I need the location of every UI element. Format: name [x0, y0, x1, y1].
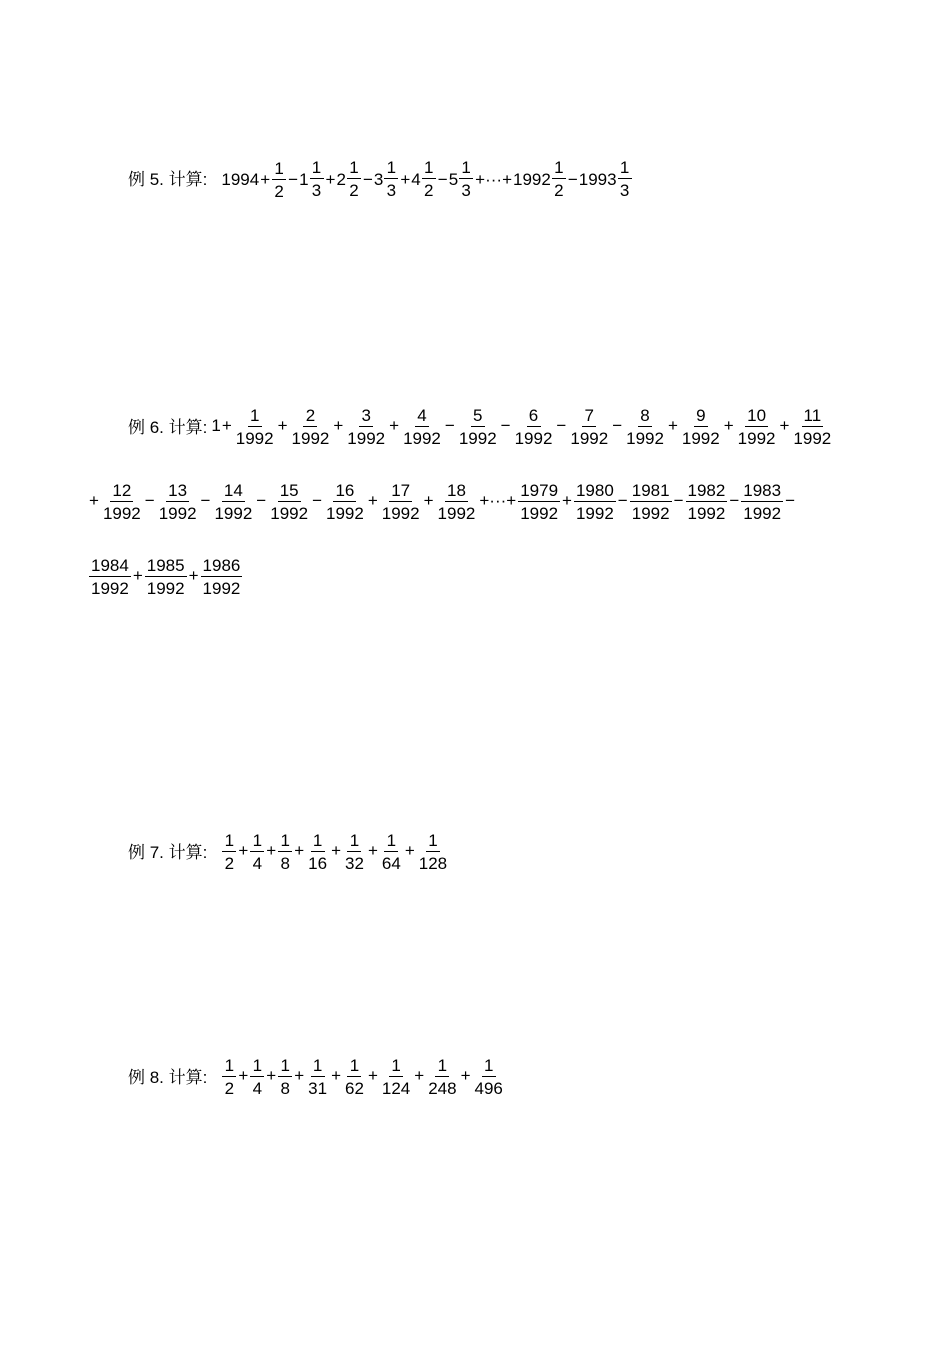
numerator: 1: [426, 832, 440, 852]
whole-part: 1992: [513, 169, 551, 189]
numerator: 13: [168, 481, 188, 500]
fraction: [401, 407, 443, 447]
fraction: [343, 1057, 366, 1097]
example-8: [128, 1057, 506, 1097]
example-5-expression: [221, 159, 632, 200]
operator: +: [266, 1066, 277, 1086]
fraction: [422, 159, 436, 199]
denominator: 31: [308, 1079, 328, 1098]
denominator: 1992: [520, 504, 559, 523]
fraction: [380, 482, 422, 522]
denominator: 3: [619, 181, 630, 200]
denominator: 1992: [793, 429, 832, 448]
denominator: 2: [349, 181, 359, 200]
fraction: [250, 1057, 264, 1097]
operator: +: [188, 566, 199, 586]
whole-part: 4: [411, 169, 421, 189]
denominator: 1992: [214, 504, 253, 523]
mixed-number: [513, 159, 567, 199]
operator: +: [723, 416, 734, 436]
fraction: [426, 1057, 458, 1097]
fraction: [222, 1057, 236, 1097]
numerator: 18: [446, 481, 466, 500]
fraction: [630, 482, 672, 522]
denominator: 2: [224, 854, 235, 873]
numerator: 17: [391, 481, 411, 500]
whole-part: 3: [373, 169, 384, 189]
denominator: 1992: [514, 429, 553, 448]
operator: −: [256, 491, 267, 511]
example-8-expression: [221, 1057, 506, 1097]
numerator: 3: [359, 407, 373, 427]
operator: +: [238, 1066, 249, 1086]
fraction: [380, 832, 403, 872]
numerator: 1: [278, 832, 292, 852]
fraction: [384, 159, 398, 199]
whole-part: 5: [448, 169, 459, 189]
example-8-label: 例 8. 计算:: [128, 1067, 208, 1087]
mixed-number: [449, 159, 474, 199]
denominator: 248: [428, 1079, 457, 1098]
denominator: 1992: [403, 429, 441, 448]
numerator: 1: [552, 159, 566, 179]
operator: +···+: [475, 169, 512, 189]
numerator: 1: [384, 159, 398, 179]
operator: −: [673, 491, 684, 511]
fraction: [618, 159, 632, 199]
numerator: 1: [422, 159, 436, 179]
numerator: 9: [694, 407, 708, 427]
example-6-label: 例 6. 计算:: [128, 417, 208, 437]
operator: +: [779, 416, 790, 436]
numerator: 1986: [202, 556, 241, 575]
operator: −: [444, 416, 455, 436]
operator: −: [144, 491, 155, 511]
numerator: 7: [582, 407, 596, 427]
denominator: 8: [280, 1079, 290, 1098]
mixed-number: [374, 159, 399, 199]
fraction: [343, 832, 366, 872]
numerator: 1983: [743, 481, 782, 500]
numerator: 11: [803, 406, 822, 425]
fraction: [686, 482, 728, 522]
numerator: 1: [347, 159, 361, 179]
whole-part: 1: [299, 169, 309, 189]
mixed-number: [299, 159, 324, 199]
operator: −: [617, 491, 628, 511]
fraction: [101, 482, 143, 522]
numerator: 1979: [520, 481, 559, 500]
fraction: [736, 407, 778, 447]
numerator: 1981: [631, 481, 670, 500]
operator: −: [567, 169, 578, 189]
denominator: 1992: [687, 504, 726, 523]
fraction: [89, 557, 131, 597]
numerator: 14: [223, 481, 243, 500]
denominator: 2: [274, 182, 284, 202]
denominator: 1992: [631, 504, 670, 523]
fraction: [417, 832, 449, 872]
denominator: 1992: [270, 504, 309, 523]
operator: +: [325, 169, 336, 189]
operator: −: [556, 416, 567, 436]
operator: +: [277, 416, 288, 436]
example-7-label: 例 7. 计算:: [128, 842, 208, 862]
denominator: 3: [311, 181, 322, 200]
denominator: 32: [345, 854, 364, 873]
operator: +: [331, 1066, 342, 1086]
operator: +: [294, 841, 305, 861]
denominator: 1992: [91, 579, 129, 598]
operator: +: [562, 491, 572, 511]
operator: +: [423, 491, 434, 511]
fraction: [310, 159, 324, 199]
fraction: [268, 482, 310, 522]
numerator: 1982: [687, 481, 726, 500]
fraction: [741, 482, 783, 522]
example-5-label: 例 5. 计算:: [128, 170, 208, 189]
operator: −: [312, 491, 322, 511]
numerator: 1: [278, 1057, 292, 1077]
fraction: [250, 832, 264, 872]
denominator: 1992: [570, 429, 609, 448]
denominator: 4: [252, 1079, 263, 1098]
example-6-line-3: [88, 557, 243, 597]
whole-part: 1993: [578, 169, 617, 189]
denominator: 2: [224, 1079, 235, 1098]
numerator: 4: [415, 407, 429, 427]
operator: +: [221, 416, 232, 436]
operator: +: [400, 169, 411, 189]
operator: +: [460, 1066, 471, 1086]
denominator: 1992: [381, 504, 420, 523]
numerator: 1: [248, 407, 262, 427]
fraction: [222, 832, 236, 872]
numerator: 1: [347, 832, 361, 852]
denominator: 4: [252, 854, 263, 873]
operator: −: [729, 491, 740, 511]
fraction: [145, 557, 187, 597]
numerator: 1980: [575, 481, 614, 500]
fraction: [513, 407, 555, 447]
operator: +: [333, 416, 344, 436]
numerator: 1: [482, 1057, 496, 1077]
denominator: 1992: [437, 504, 476, 523]
denominator: 2: [554, 181, 564, 200]
numerator: 1: [250, 832, 264, 852]
operator: −: [288, 169, 299, 189]
fraction: [568, 407, 610, 447]
numerator: 1: [311, 1057, 325, 1077]
number: 1: [211, 416, 221, 436]
numerator: 1: [311, 832, 325, 852]
denominator: 1992: [743, 504, 782, 523]
denominator: 1992: [202, 579, 241, 598]
denominator: 1992: [626, 429, 664, 448]
fraction: [574, 482, 616, 522]
mixed-number: [411, 159, 436, 199]
fraction: [791, 407, 833, 447]
numerator: 8: [638, 407, 652, 427]
fraction: [457, 407, 499, 447]
denominator: 124: [381, 1079, 411, 1098]
operator: −: [612, 416, 623, 436]
operator: +: [294, 1066, 305, 1086]
example-6-line-1: [128, 407, 834, 447]
operator: −: [362, 169, 373, 189]
fraction: [306, 1057, 329, 1097]
operator: +: [414, 1066, 425, 1086]
fraction: [324, 482, 366, 522]
mixed-number: [579, 159, 633, 199]
denominator: 1992: [575, 504, 614, 523]
denominator: 1992: [347, 429, 386, 448]
example-6-expression-line-2: [88, 482, 796, 522]
denominator: 1992: [158, 504, 197, 523]
example-7-expression: [221, 832, 450, 872]
example-6-expression-line-1: [211, 407, 834, 447]
example-6-expression-line-3: [88, 557, 243, 597]
denominator: 3: [386, 181, 397, 200]
numerator: 5: [471, 407, 485, 427]
numerator: 10: [747, 406, 767, 425]
whole-part: 2: [336, 169, 346, 189]
numerator: 1: [272, 160, 286, 180]
fraction: [290, 407, 332, 447]
operator: +: [389, 416, 400, 436]
numerator: 1: [459, 159, 473, 179]
denominator: 8: [280, 854, 290, 873]
operator: −: [785, 491, 796, 511]
numerator: 2: [303, 407, 317, 427]
operator: +: [367, 1066, 378, 1086]
fraction: [473, 1057, 505, 1097]
numerator: 1: [384, 832, 398, 852]
fraction: [272, 160, 286, 200]
operator: +: [89, 491, 99, 511]
fraction: [278, 1057, 292, 1097]
operator: +: [266, 841, 277, 861]
denominator: 1992: [146, 579, 185, 598]
fraction: [459, 159, 473, 199]
example-7: [128, 832, 450, 872]
operator: +: [238, 841, 249, 861]
operator: +: [331, 841, 342, 861]
denominator: 3: [461, 181, 471, 200]
fraction: [680, 407, 722, 447]
fraction: [212, 482, 254, 522]
fraction: [347, 159, 361, 199]
operator: −: [200, 491, 211, 511]
numerator: 1: [389, 1057, 403, 1077]
numerator: 16: [335, 481, 355, 500]
mixed-number: [336, 159, 361, 199]
numerator: 1: [347, 1057, 361, 1077]
denominator: 2: [424, 181, 434, 200]
fraction: [552, 159, 566, 199]
fraction: [278, 832, 292, 872]
operator: +: [367, 491, 378, 511]
denominator: 1992: [102, 504, 141, 523]
fraction: [201, 557, 243, 597]
denominator: 1992: [681, 429, 720, 448]
denominator: 64: [381, 854, 401, 873]
denominator: 1992: [291, 429, 330, 448]
operator: −: [437, 169, 448, 189]
fraction: [234, 407, 276, 447]
denominator: 1992: [326, 504, 364, 523]
fraction: [345, 407, 387, 447]
numerator: 1: [250, 1057, 264, 1077]
denominator: 128: [418, 854, 448, 873]
numerator: 1: [435, 1057, 449, 1077]
fraction: [380, 1057, 412, 1097]
numerator: 6: [527, 407, 541, 427]
number: 1994: [221, 169, 260, 189]
fraction: [157, 482, 199, 522]
operator: +: [132, 566, 143, 586]
numerator: 1: [310, 159, 324, 179]
numerator: 15: [279, 481, 299, 500]
operator: −: [500, 416, 511, 436]
numerator: 1: [222, 832, 236, 852]
fraction: [306, 832, 329, 872]
numerator: 1985: [146, 556, 185, 575]
fraction: [624, 407, 666, 447]
operator: +···+: [479, 491, 517, 511]
fraction: [436, 482, 478, 522]
operator: +: [404, 841, 415, 861]
operator: +: [260, 169, 271, 189]
numerator: 1984: [91, 556, 129, 575]
fraction: [518, 482, 560, 522]
example-6-line-2: [88, 482, 796, 522]
numerator: 12: [112, 481, 132, 500]
denominator: 496: [474, 1079, 503, 1098]
denominator: 1992: [235, 429, 274, 448]
denominator: 1992: [458, 429, 497, 448]
numerator: 1: [222, 1057, 236, 1077]
operator: +: [367, 841, 378, 861]
denominator: 16: [308, 854, 328, 873]
example-5: [128, 159, 633, 200]
operator: +: [667, 416, 678, 436]
denominator: 62: [345, 1079, 364, 1098]
denominator: 1992: [737, 429, 776, 448]
numerator: 1: [618, 159, 632, 179]
